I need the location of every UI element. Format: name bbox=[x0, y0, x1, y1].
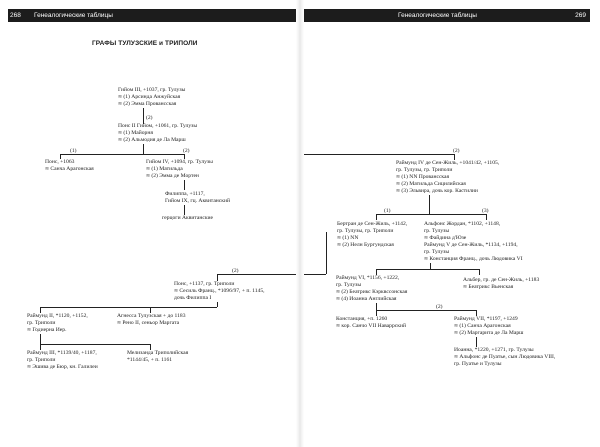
tree-line bbox=[304, 274, 326, 275]
tree-line bbox=[476, 337, 477, 347]
tree-line bbox=[486, 214, 487, 220]
tree-line bbox=[184, 205, 185, 215]
tree-line bbox=[217, 274, 296, 275]
tree-line bbox=[143, 108, 144, 124]
person-raymond-iv: Раймунд IV де Сен-Жиль, +1041/42, +1105, гр. Тулузы, гр. Триполи ∞ (1) NN Провансская ∞ (2) Матильда Сицилийская ∞ (3) Эльвира, дочь кор. Кастилии bbox=[396, 160, 500, 194]
table-title: ГРАФЫ ТУЛУЗСКИЕ и ТРИПОЛИ bbox=[92, 40, 198, 47]
book-gutter bbox=[296, 0, 304, 447]
tree-line bbox=[376, 214, 377, 220]
person-guillaume-iv: Гийом IV, +1094, гр. Тулузы ∞ (1) Матильда ∞ (2) Эмма де Мортен bbox=[146, 159, 213, 179]
person-pons-tripoli: Понс, +1137, гр. Триполи ∞ Сесиль Франц., *1096/97, + п. 1145, дочь Филиппа I bbox=[174, 281, 265, 301]
tree-line bbox=[143, 144, 144, 154]
marriage-label: (1) bbox=[384, 208, 391, 214]
tree-line bbox=[326, 232, 327, 274]
tree-line bbox=[184, 180, 185, 190]
person-alfonse-jordan: Альфонс Жордан, *1102, +1148, гр. Тулузы ∞ Файдина д'Юзе bbox=[424, 221, 501, 241]
tree-line bbox=[217, 302, 218, 307]
person-agnessa: Агнесса Тулузская + до 1183 ∞ Рено II, сеньор Маргата bbox=[117, 313, 186, 326]
person-raymond-iii: Раймунд III, *1139/40, +1187, гр. Триполи ∞ Эшива де Бюр, кн. Галилеи bbox=[27, 350, 98, 370]
tree-line bbox=[376, 310, 476, 311]
tree-line bbox=[40, 307, 217, 308]
marriage-label: (2) bbox=[453, 148, 460, 154]
left-page-number: 268 bbox=[10, 12, 21, 19]
left-running-header bbox=[8, 9, 296, 22]
person-joanna: Иоанна, *1220, +1271, гр. Тулузы ∞ Альфонс де Пуатье, сын Людовика VIII, гр. Пуатье и Тулузы bbox=[454, 347, 556, 367]
tree-line bbox=[40, 344, 150, 345]
left-running-head: Генеалогические таблицы bbox=[34, 12, 113, 19]
right-page-number: 269 bbox=[575, 12, 586, 19]
marriage-label: (2) bbox=[183, 148, 190, 154]
right-running-header bbox=[304, 9, 590, 22]
person-raymond-vii: Раймунд VII, *1197, +1249 ∞ (1) Санча Арагонская ∞ (2) Маргарита де Ла Марш bbox=[454, 316, 524, 336]
tree-line bbox=[304, 154, 454, 155]
tree-line bbox=[376, 214, 486, 215]
marriage-label: (2) bbox=[436, 304, 443, 310]
person-philippa: Филиппа, +1117, Гийом IX, гц. Аквитанский bbox=[165, 191, 230, 204]
person-raymond-vi: Раймунд VI, *1156, +1222, гр. Тулузы ∞ (2) Беатрикс Кэрквссонская ∞ (4) Иоанна Английская bbox=[336, 275, 408, 302]
person-pons-ii: Понс II Гийом, +1061, гр. Тулузы ∞ (1) Майорня ∞ (2) Альмодия де Ла Марш bbox=[118, 123, 198, 143]
tree-line bbox=[376, 269, 479, 270]
person-constance: Констанция, +п. 1260 ∞ кор. Санчо VII Наваррский bbox=[336, 316, 406, 329]
person-bertrand: Бертран де Сен-Жиль, +1142, гр. Тулузы, гр. Триполи ∞ (1) NN ∞ (2) Нелн Бургундская bbox=[337, 221, 408, 248]
tree-line bbox=[217, 274, 218, 281]
person-guillaume-iii: Гийом III, +1037, гр. Тулузы ∞ (1) Арсинда Анжуйская ∞ (2) Эмма Провансская bbox=[118, 87, 186, 107]
tree-line bbox=[40, 334, 41, 344]
person-albert: Альбер, гр. де Сен-Жиль, +1183 ∞ Беатрикс Вьенская bbox=[463, 277, 540, 290]
person-pons: Понс, +1063 ∞ Санча Арагонская bbox=[45, 159, 94, 172]
tree-line bbox=[60, 154, 184, 155]
marriage-label: (2) bbox=[146, 115, 153, 121]
tree-line bbox=[429, 195, 430, 214]
marriage-label: (2) bbox=[232, 268, 239, 274]
dukes-of-aquitaine: герцоги Аквитанские bbox=[162, 215, 214, 221]
person-melisenda: Мелизанда Триполийская *1144/45, + п. 1161 bbox=[127, 350, 189, 363]
person-raymond-v: Раймунд V де Сен-Жиль, *1134, +1194, гр. Тулузы ∞ Констанция Франц., дочь Людовика VI bbox=[424, 242, 523, 262]
tree-line bbox=[479, 269, 480, 275]
tree-line bbox=[376, 303, 377, 310]
marriage-label: (3) bbox=[482, 208, 489, 214]
marriage-label: (1) bbox=[70, 148, 77, 154]
right-running-head: Генеалогические таблицы bbox=[398, 12, 477, 19]
person-raymond-ii: Раймунд II, *1120, +1152, гр. Триполи ∞ Годиерна Иер. bbox=[27, 313, 88, 333]
